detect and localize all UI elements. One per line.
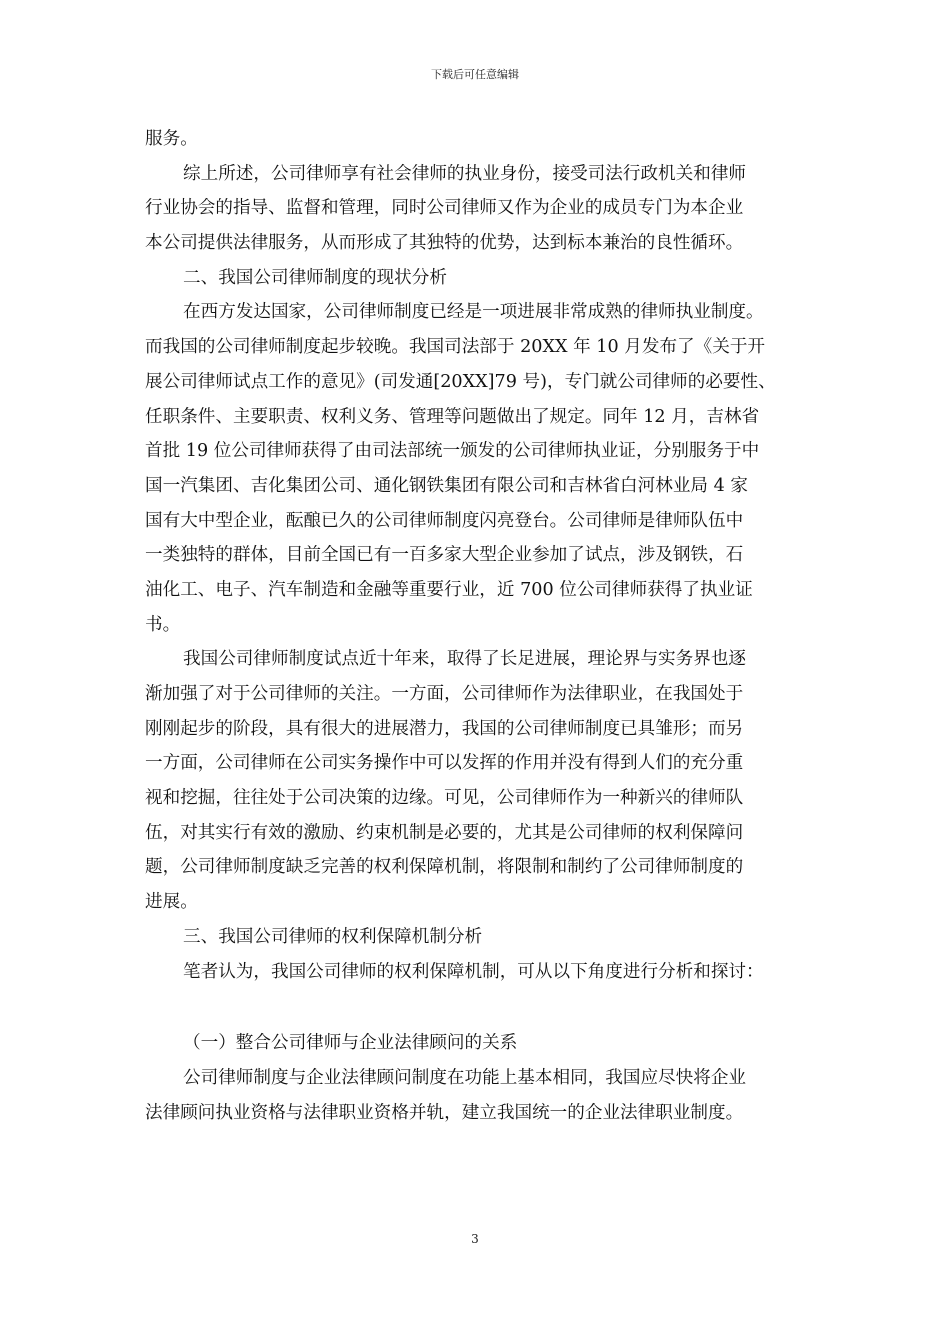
text-line: 我国公司律师制度试点近十年来，取得了长足进展，理论界与实务界也逐 [183,649,747,670]
text-line: 刚刚起步的阶段，具有很大的进展潜力，我国的公司律师制度已具雏形；而另 [145,718,744,739]
page-number: 3 [471,1232,479,1246]
text-line: 本公司提供法律服务，从而形成了其独特的优势，达到标本兼治的良性循环。 [145,233,744,254]
text-line: 油化工、电子、汽车制造和金融等重要行业，近 700 位公司律师获得了执业证 [145,579,753,600]
text-line: 展公司律师试点工作的意见》(司发通[20XX]79 号)，专门就公司律师的必要性、 [145,371,776,392]
text-line: 法律顾问执业资格与法律职业资格并轨，建立我国统一的企业法律职业制度。 [145,1102,744,1123]
text-line: 一方面，公司律师在公司实务操作中可以发挥的作用并没有得到人们的充分重 [145,753,744,774]
text-line: 视和挖掘，往往处于公司决策的边缘。可见，公司律师作为一种新兴的律师队 [145,788,744,809]
section-heading: 三、我国公司律师的权利保障机制分析 [183,926,483,947]
text-line: 公司律师制度与企业法律顾问制度在功能上基本相同，我国应尽快将企业 [183,1067,747,1088]
text-line: 渐加强了对于公司律师的关注。一方面，公司律师作为法律职业，在我国处于 [145,684,744,704]
text-line: 在西方发达国家，公司律师制度已经是一项进展非常成熟的律师执业制度。 [183,302,764,323]
paragraph-gap [145,989,815,1026]
text-line: 行业协会的指导、监督和管理，同时公司律师又作为企业的成员专门为本企业 [145,198,744,219]
text-line: 题，公司律师制度缺乏完善的权利保障机制，将限制和制约了公司律师制度的 [145,857,744,878]
text-line: 国一汽集团、吉化集团公司、通化钢铁集团有限公司和吉林省白河林业局 4 家 [145,475,748,496]
text-line: 首批 19 位公司律师获得了由司法部统一颁发的公司律师执业证，分别服务于中 [145,441,760,462]
document-body [145,122,815,1130]
text-line: 服务。 [145,129,198,149]
text-line: 国有大中型企业，酝酿已久的公司律师制度闪亮登台。公司律师是律师队伍中 [145,510,744,531]
text-line: 而我国的公司律师制度起步较晚。我国司法部于 20XX 年 10 月发布了《关于开 [145,337,766,358]
text-line: 书。 [145,614,181,635]
text-line: 笔者认为，我国公司律师的权利保障机制，可从以下角度进行分析和探讨： [183,961,764,982]
text-line: 伍，对其实行有效的激励、约束机制是必要的，尤其是公司律师的权利保障问 [145,822,744,843]
page-header: 下载后可任意编辑 [431,68,519,81]
subsection-heading: （一）整合公司律师与企业法律顾问的关系 [183,1033,518,1054]
text-line: 一类独特的群体，目前全国已有一百多家大型企业参加了试点，涉及钢铁，石 [145,545,744,566]
text-line: 综上所述，公司律师享有社会律师的执业身份，接受司法行政机关和律师 [183,163,747,184]
text-line: 任职条件、主要职责、权利义务、管理等问题做出了规定。同年 12 月，吉林省 [145,406,760,427]
section-heading: 二、我国公司律师制度的现状分析 [183,267,447,288]
text-line: 进展。 [145,892,198,913]
